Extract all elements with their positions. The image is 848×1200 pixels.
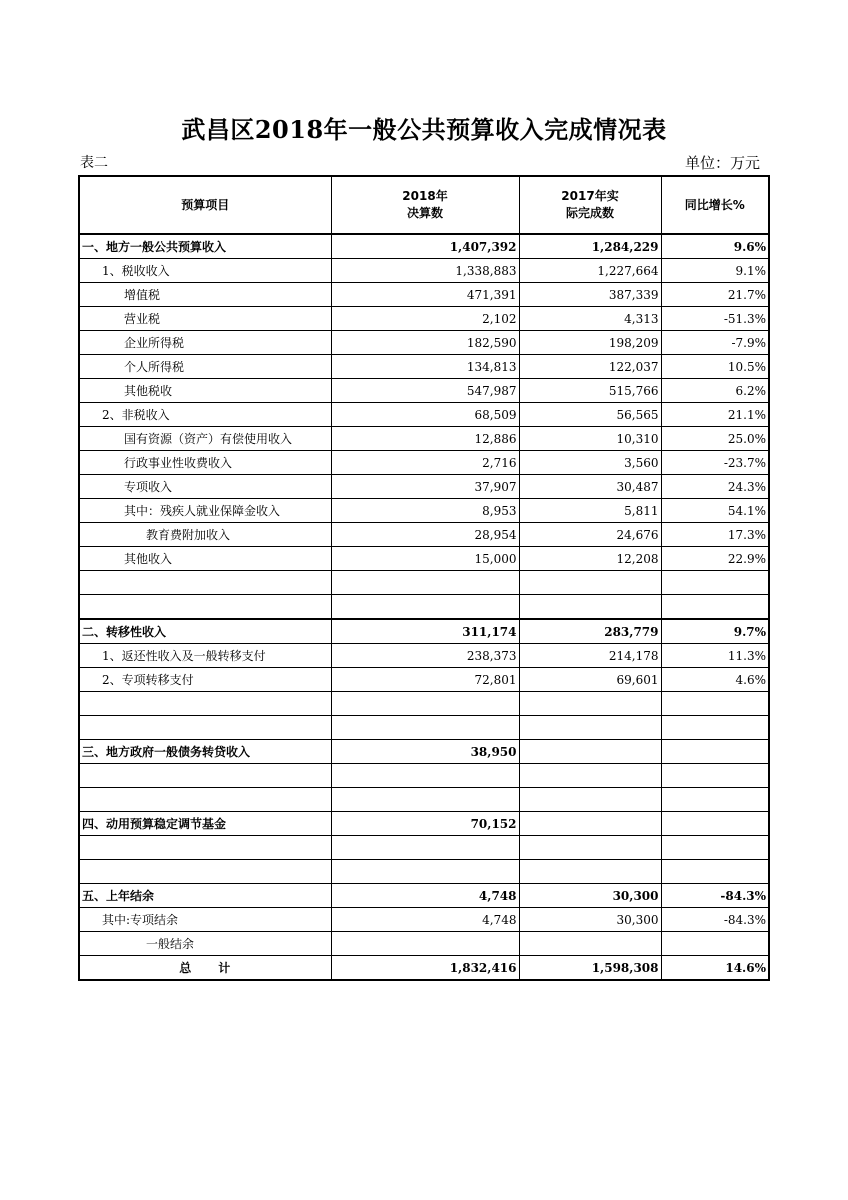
- cell-2018: 2,102: [331, 307, 519, 331]
- table-row: [79, 740, 769, 764]
- cell-2018: [331, 764, 519, 788]
- cell-growth: -51.3%: [661, 307, 769, 331]
- table-row: [79, 716, 769, 740]
- cell-item: 专项收入: [79, 475, 331, 499]
- cell-2018: [331, 932, 519, 956]
- header-2018-line1: 2018年: [402, 189, 448, 203]
- cell-2018: 1,407,392: [331, 234, 519, 259]
- table-row: [79, 764, 769, 788]
- cell-2017: 3,560: [519, 451, 661, 475]
- cell-growth: 11.3%: [661, 644, 769, 668]
- unit-label: 单位：万元: [684, 154, 760, 172]
- cell-item: 行政事业性收费收入: [79, 451, 331, 475]
- cell-2017: [519, 716, 661, 740]
- table-row: [79, 884, 769, 908]
- table-row: [79, 956, 769, 981]
- cell-growth: 25.0%: [661, 427, 769, 451]
- cell-2017: [519, 788, 661, 812]
- cell-2018: [331, 788, 519, 812]
- cell-item: 一、地方一般公共预算收入: [79, 234, 331, 259]
- table-row: [79, 668, 769, 692]
- cell-growth: [661, 788, 769, 812]
- cell-item: 企业所得税: [79, 331, 331, 355]
- cell-growth: 6.2%: [661, 379, 769, 403]
- cell-2018: 72,801: [331, 668, 519, 692]
- cell-2017: 56,565: [519, 403, 661, 427]
- header-growth: 同比增长%: [661, 176, 769, 234]
- cell-item: 其他收入: [79, 547, 331, 571]
- cell-2017: 1,598,308: [519, 956, 661, 981]
- cell-2017: 24,676: [519, 523, 661, 547]
- header-2018-line2: 决算数: [406, 206, 443, 220]
- cell-item: 其他税收: [79, 379, 331, 403]
- cell-2017: 387,339: [519, 283, 661, 307]
- cell-2017: 12,208: [519, 547, 661, 571]
- table-number: 表二: [80, 155, 108, 171]
- cell-item: [79, 860, 331, 884]
- cell-item: 四、动用预算稳定调节基金: [79, 812, 331, 836]
- cell-item: 其中：残疾人就业保障金收入: [79, 499, 331, 523]
- cell-item: 增值税: [79, 283, 331, 307]
- cell-growth: -23.7%: [661, 451, 769, 475]
- cell-growth: [661, 716, 769, 740]
- header-2017-line2: 际完成数: [565, 206, 614, 220]
- cell-2018: 70,152: [331, 812, 519, 836]
- cell-2017: [519, 932, 661, 956]
- cell-2017: 198,209: [519, 331, 661, 355]
- cell-growth: [661, 932, 769, 956]
- cell-growth: 9.1%: [661, 259, 769, 283]
- cell-2018: [331, 692, 519, 716]
- cell-growth: [661, 836, 769, 860]
- cell-growth: [661, 571, 769, 595]
- cell-2018: 547,987: [331, 379, 519, 403]
- table-row: [79, 283, 769, 307]
- header-2017: [519, 176, 661, 234]
- table-row: [79, 427, 769, 451]
- table-row: [79, 451, 769, 475]
- table-row: [79, 812, 769, 836]
- cell-2017: 1,227,664: [519, 259, 661, 283]
- cell-2017: 214,178: [519, 644, 661, 668]
- table-row: [79, 259, 769, 283]
- cell-2018: 1,338,883: [331, 259, 519, 283]
- cell-2018: 4,748: [331, 908, 519, 932]
- table-row: [79, 595, 769, 620]
- header-2018: [331, 176, 519, 234]
- cell-item: 1、税收收入: [79, 259, 331, 283]
- table-row: [79, 692, 769, 716]
- cell-growth: 21.7%: [661, 283, 769, 307]
- cell-item: [79, 764, 331, 788]
- cell-2017: [519, 595, 661, 620]
- cell-item: 教育费附加收入: [79, 523, 331, 547]
- cell-item: [79, 692, 331, 716]
- cell-growth: -84.3%: [661, 908, 769, 932]
- cell-2017: 1,284,229: [519, 234, 661, 259]
- cell-item: 国有资源（资产）有偿使用收入: [79, 427, 331, 451]
- cell-2018: 134,813: [331, 355, 519, 379]
- cell-growth: [661, 740, 769, 764]
- cell-2018: 37,907: [331, 475, 519, 499]
- cell-2018: [331, 571, 519, 595]
- cell-item: 其中:专项结余: [79, 908, 331, 932]
- cell-growth: 9.6%: [661, 234, 769, 259]
- table-row: [79, 379, 769, 403]
- cell-growth: [661, 764, 769, 788]
- cell-2017: [519, 836, 661, 860]
- cell-2018: [331, 836, 519, 860]
- cell-2018: 182,590: [331, 331, 519, 355]
- cell-item: [79, 595, 331, 620]
- cell-2018: 12,886: [331, 427, 519, 451]
- cell-2017: [519, 812, 661, 836]
- cell-item: 营业税: [79, 307, 331, 331]
- cell-growth: -84.3%: [661, 884, 769, 908]
- cell-2017: [519, 764, 661, 788]
- cell-2017: [519, 571, 661, 595]
- table-row: [79, 908, 769, 932]
- cell-2017: 10,310: [519, 427, 661, 451]
- cell-2018: 238,373: [331, 644, 519, 668]
- cell-growth: [661, 692, 769, 716]
- cell-2018: 311,174: [331, 619, 519, 644]
- cell-item: 一般结余: [79, 932, 331, 956]
- cell-growth: 54.1%: [661, 499, 769, 523]
- table-row: [79, 644, 769, 668]
- cell-item: [79, 788, 331, 812]
- cell-2018: 15,000: [331, 547, 519, 571]
- cell-item: 1、返还性收入及一般转移支付: [79, 644, 331, 668]
- table-row: [79, 788, 769, 812]
- table-row: [79, 523, 769, 547]
- cell-item: 五、上年结余: [79, 884, 331, 908]
- cell-growth: 24.3%: [661, 475, 769, 499]
- table-row: [79, 403, 769, 427]
- cell-2017: 30,300: [519, 884, 661, 908]
- cell-item: [79, 571, 331, 595]
- cell-2018: [331, 595, 519, 620]
- cell-growth: 21.1%: [661, 403, 769, 427]
- cell-2018: 38,950: [331, 740, 519, 764]
- cell-2017: [519, 860, 661, 884]
- cell-growth: [661, 595, 769, 620]
- cell-growth: 4.6%: [661, 668, 769, 692]
- table-row: [79, 571, 769, 595]
- cell-item: 2、专项转移支付: [79, 668, 331, 692]
- cell-2017: 4,313: [519, 307, 661, 331]
- cell-2017: 5,811: [519, 499, 661, 523]
- cell-2017: 122,037: [519, 355, 661, 379]
- table-row: [79, 860, 769, 884]
- table-row: [79, 355, 769, 379]
- table-row: [79, 307, 769, 331]
- cell-2018: 8,953: [331, 499, 519, 523]
- table-row: [79, 619, 769, 644]
- table-row: [79, 475, 769, 499]
- cell-2017: 30,487: [519, 475, 661, 499]
- cell-2018: 471,391: [331, 283, 519, 307]
- cell-growth: 22.9%: [661, 547, 769, 571]
- cell-item: 三、地方政府一般债务转贷收入: [79, 740, 331, 764]
- cell-2017: [519, 740, 661, 764]
- table-row: [79, 836, 769, 860]
- cell-item: [79, 836, 331, 860]
- budget-table: [78, 175, 770, 981]
- cell-growth: 9.7%: [661, 619, 769, 644]
- cell-growth: [661, 860, 769, 884]
- table-row: [79, 547, 769, 571]
- cell-2018: 28,954: [331, 523, 519, 547]
- cell-2017: [519, 692, 661, 716]
- table-row: [79, 234, 769, 259]
- cell-2018: 4,748: [331, 884, 519, 908]
- cell-growth: 10.5%: [661, 355, 769, 379]
- header-2017-line1: 2017年实: [561, 189, 619, 203]
- cell-2018: [331, 860, 519, 884]
- cell-2017: 515,766: [519, 379, 661, 403]
- cell-item: 总 计: [79, 956, 331, 981]
- header-row: [79, 176, 769, 234]
- cell-item: 二、转移性收入: [79, 619, 331, 644]
- cell-2017: 30,300: [519, 908, 661, 932]
- cell-2018: 2,716: [331, 451, 519, 475]
- cell-growth: 14.6%: [661, 956, 769, 981]
- cell-growth: 17.3%: [661, 523, 769, 547]
- cell-growth: [661, 812, 769, 836]
- cell-item: 2、非税收入: [79, 403, 331, 427]
- cell-2017: 69,601: [519, 668, 661, 692]
- cell-2018: [331, 716, 519, 740]
- header-item: 预算项目: [79, 176, 331, 234]
- cell-growth: -7.9%: [661, 331, 769, 355]
- table-row: [79, 932, 769, 956]
- cell-2017: 283,779: [519, 619, 661, 644]
- page-title: 武昌区2018年一般公共预算收入完成情况表: [181, 115, 667, 144]
- cell-2018: 68,509: [331, 403, 519, 427]
- table-row: [79, 499, 769, 523]
- table-row: [79, 331, 769, 355]
- cell-2018: 1,832,416: [331, 956, 519, 981]
- cell-item: 个人所得税: [79, 355, 331, 379]
- cell-item: [79, 716, 331, 740]
